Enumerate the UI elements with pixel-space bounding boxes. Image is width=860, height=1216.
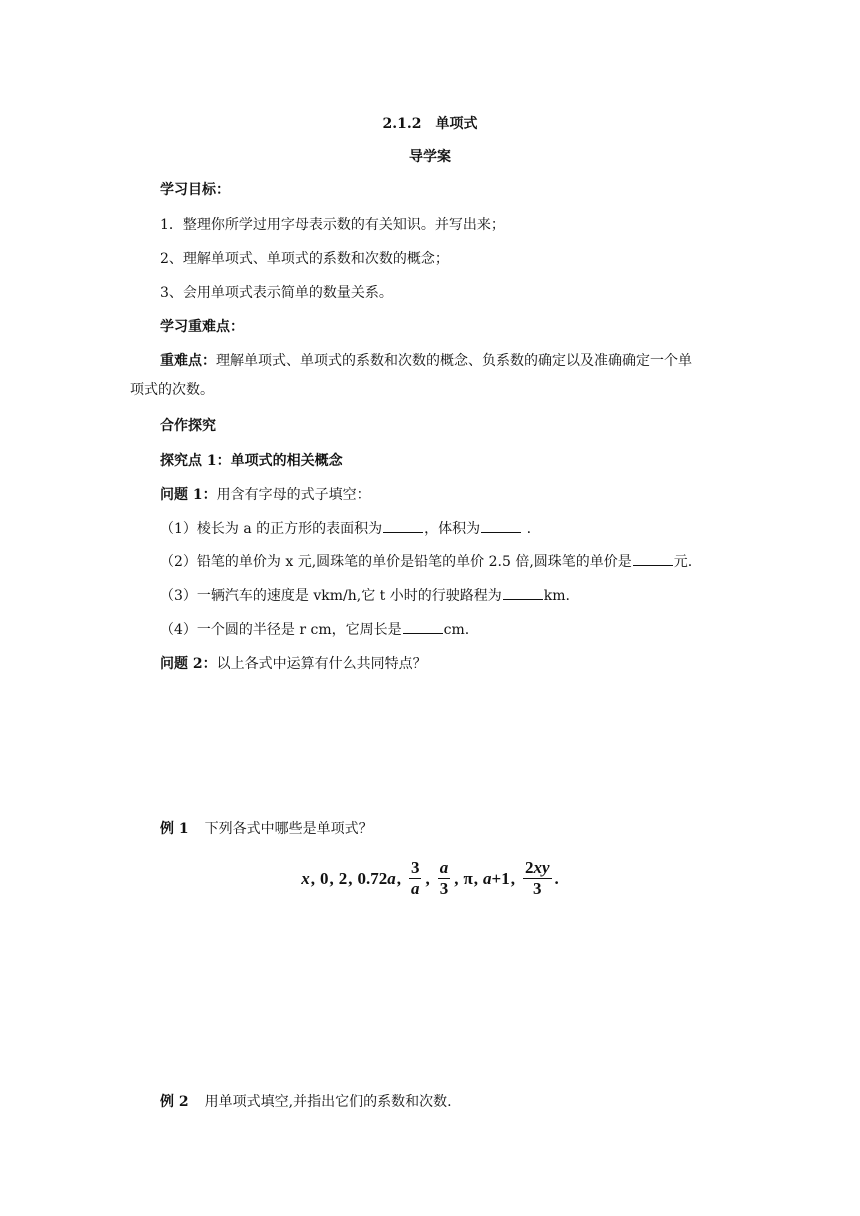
question-1: [160, 485, 371, 505]
term-pi: π: [463, 868, 473, 888]
explore-point1: 探究点 1：单项式的相关概念: [160, 453, 343, 469]
example-1: [160, 819, 373, 839]
key-points-heading: 学习重难点：: [160, 319, 244, 335]
key-points-text: 理解单项式、单项式的系数和次数的概念、负系数的确定以及准确确定一个单: [216, 353, 692, 369]
goal-item-3: 3、会用单项式表示简单的数量关系。: [160, 285, 393, 301]
goal-item-2: 2、理解单项式、单项式的系数和次数的概念；: [160, 251, 449, 267]
answer-blank[interactable]: [403, 619, 443, 634]
term-a-plus-1-var: a: [483, 868, 492, 888]
example-2: [160, 1092, 452, 1112]
term-2: 2: [338, 868, 348, 888]
fraction-3-over-a: $\frac{3}{a}$: [410, 858, 420, 898]
key-points-line2: 项式的次数。: [130, 382, 214, 398]
fraction-2xy-over-3: $\frac{2xy}{3}$: [524, 858, 550, 898]
key-points-line1: [160, 351, 692, 371]
term-0-72a-var: a: [387, 868, 396, 888]
answer-blank[interactable]: [633, 551, 673, 566]
explore-heading: 合作探究: [160, 418, 216, 434]
answer-blank[interactable]: [503, 585, 543, 600]
subtitle: 导学案: [409, 149, 451, 165]
q1-item-1: （1）棱长为 a 的正方形的表面积为 ，体积为 .: [160, 518, 531, 539]
q1-item-2: （2）铅笔的单价为 x 元,圆珠笔的单价是铅笔的单价 2.5 倍,圆珠笔的单价是 元.: [160, 551, 692, 572]
section-title: 2.1.2 单项式: [382, 116, 478, 132]
term-a-plus-1-rest: +1: [491, 868, 510, 888]
answer-blank[interactable]: [481, 518, 521, 533]
term-0-72a-coef: 0.72: [357, 868, 388, 888]
q1-item-4: （4）一个圆的半径是 r cm，它周长是 cm.: [160, 619, 469, 640]
fraction-a-over-3: $\frac{a}{3}$: [439, 858, 449, 898]
term-0: 0: [319, 868, 329, 888]
question-2: [160, 654, 427, 674]
question-1-label: 问题 1：: [160, 487, 217, 503]
question-1-text: 用含有字母的式子填空：: [216, 487, 371, 503]
q1-item-3: （3）一辆汽车的速度是 vkm/h,它 t 小时的行驶路程为 km.: [160, 585, 570, 606]
goal-item-1: 1．整理你所学过用字母表示数的有关知识。并写出来；: [160, 217, 505, 233]
term-x: x: [301, 868, 310, 888]
answer-blank[interactable]: [383, 518, 423, 533]
key-points-label: 重难点：: [160, 353, 216, 369]
question-2-text: 以上各式中运算有什么共同特点？: [216, 656, 427, 672]
goals-heading: 学习目标：: [160, 182, 230, 198]
example-1-text: 下列各式中哪些是单项式？: [204, 821, 373, 837]
monomial-expression-list: x , 0 , 2 , 0.72 a , $\frac{3}{a}$ , $\frac{a}{3}$ , π , a +1 , $\frac{2xy}{3}$ .: [301, 858, 559, 898]
example-2-label: 例 2: [160, 1094, 189, 1110]
example-1-label: 例 1: [160, 821, 189, 837]
question-2-label: 问题 2：: [160, 656, 217, 672]
example-2-text: 用单项式填空,并指出它们的系数和次数.: [204, 1094, 452, 1110]
